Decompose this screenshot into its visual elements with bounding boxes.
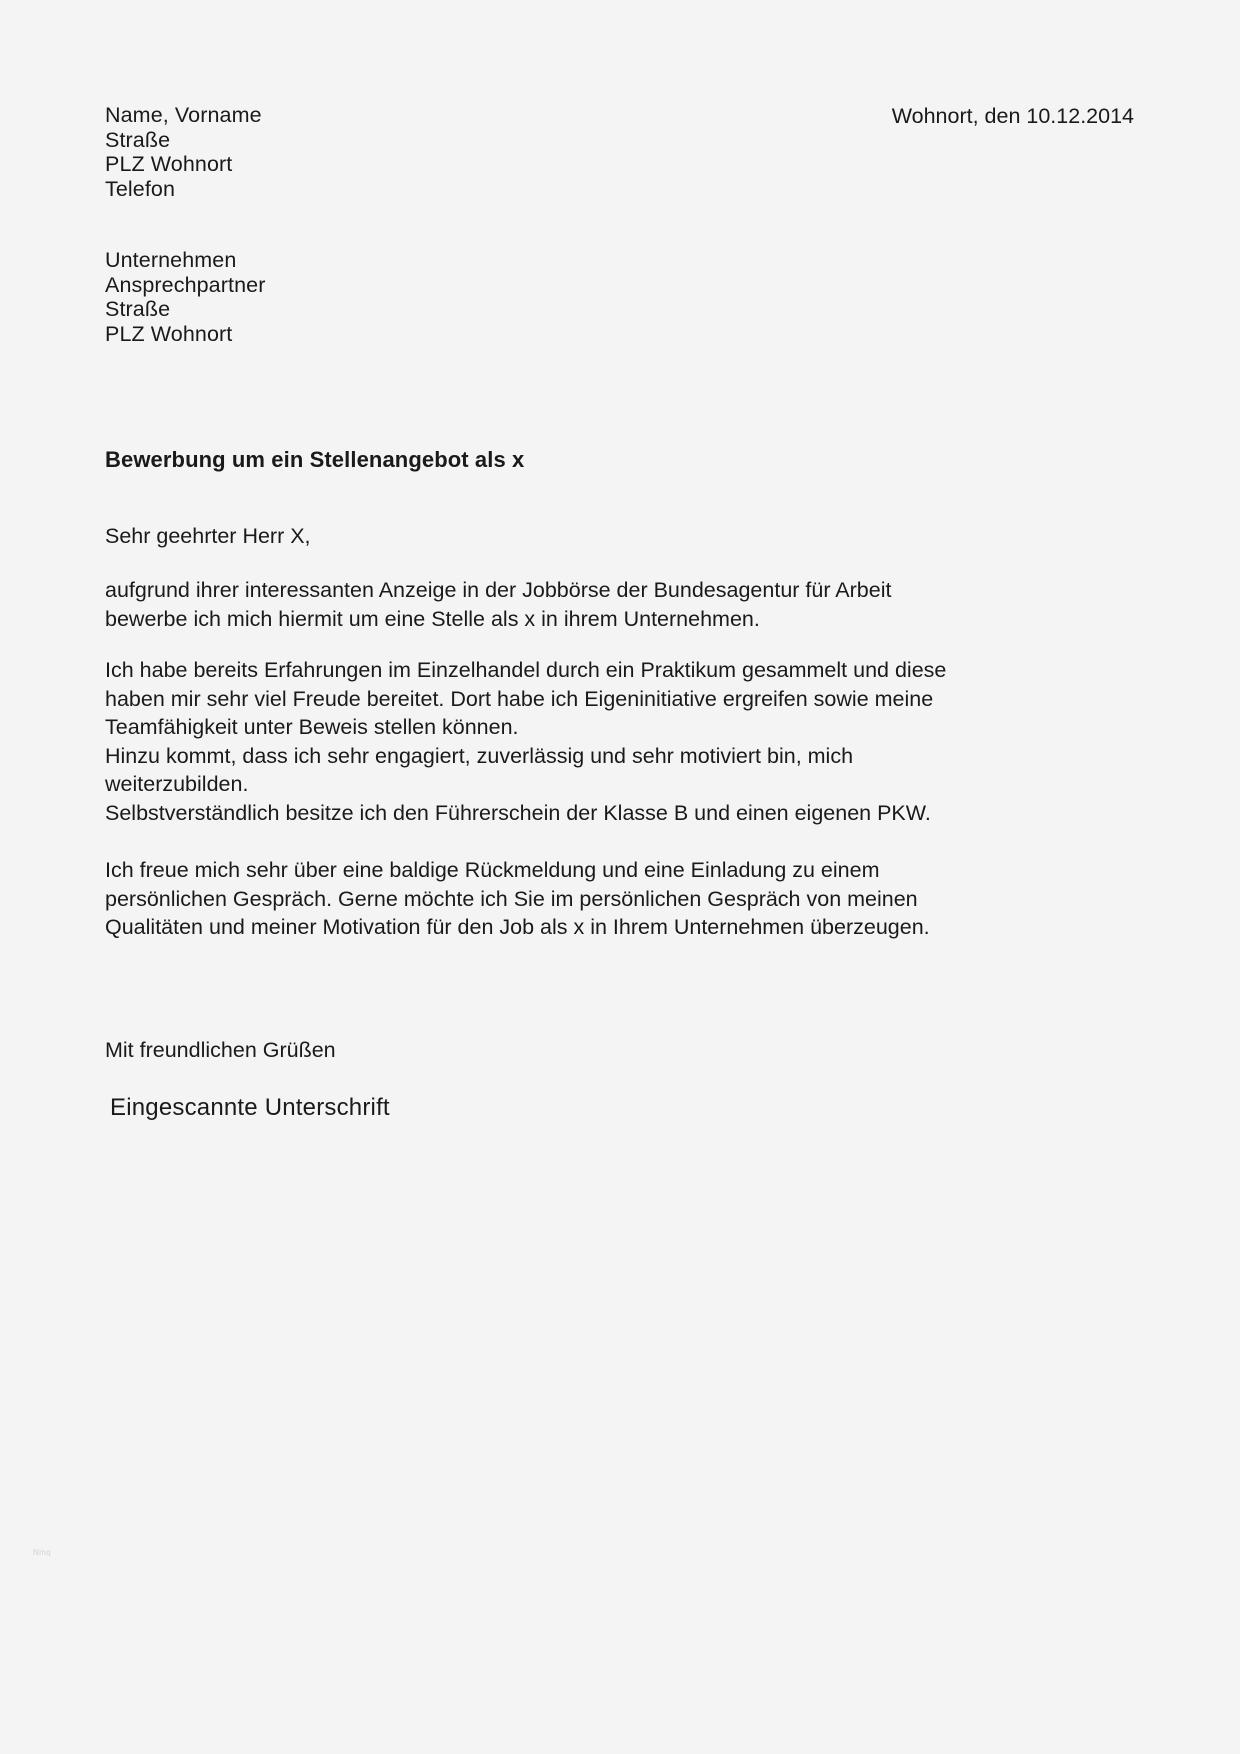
body-paragraph-1 (105, 576, 1005, 633)
subject-line: Bewerbung um ein Stellenangebot als x (105, 447, 525, 472)
paragraph-line: Teamfähigkeit unter Beweis stellen können. (105, 715, 519, 739)
scan-artifact: Nmq (33, 1548, 52, 1557)
paragraph-line: Ich habe bereits Erfahrungen im Einzelhandel durch ein Praktikum gesammelt und diese (105, 658, 947, 682)
closing-greeting: Mit freundlichen Grüßen (105, 1038, 336, 1062)
salutation: Sehr geehrter Herr X, (105, 524, 311, 548)
paragraph-line: Selbstverständlich besitze ich den Führerschein der Klasse B und einen eigenen PKW. (105, 800, 931, 825)
sender-street: Straße (105, 127, 171, 152)
sender-name: Name, Vorname (105, 103, 262, 127)
body-paragraph-3 (105, 856, 1005, 942)
sender-address-block (105, 103, 262, 201)
paragraph-line: persönlichen Gespräch. Gerne möchte ich Sie im persönlichen Gespräch von meinen (105, 886, 918, 911)
paragraph-line: Qualitäten und meiner Motivation für den Job als x in Ihrem Unternehmen überzeugen. (105, 915, 930, 939)
recipient-company: Unternehmen (105, 248, 237, 272)
date-line: Wohnort, den 10.12.2014 (891, 104, 1134, 128)
recipient-address-block (105, 248, 265, 346)
paragraph-line: Ich freue mich sehr über eine baldige Rückmeldung und eine Einladung zu einem (105, 858, 880, 882)
paragraph-line: weiterzubilden. (105, 772, 249, 796)
recipient-contact-person: Ansprechpartner (105, 272, 266, 297)
recipient-street: Straße (105, 297, 171, 321)
paragraph-line: bewerbe ich mich hiermit um eine Stelle als x in ihrem Unternehmen. (105, 606, 760, 631)
sender-city: PLZ Wohnort (105, 152, 233, 176)
paragraph-line: haben mir sehr viel Freude bereitet. Dort habe ich Eigeninitiative ergreifen sowie meine (105, 686, 934, 711)
paragraph-line: aufgrund ihrer interessanten Anzeige in der Jobbörse der Bundesagentur für Arbeit (105, 578, 892, 602)
sender-phone: Telefon (105, 176, 176, 201)
recipient-city: PLZ Wohnort (105, 321, 233, 346)
signature-placeholder: Eingescannte Unterschrift (110, 1094, 390, 1121)
paragraph-line: Hinzu kommt, dass ich sehr engagiert, zuverlässig und sehr motiviert bin, mich (105, 743, 854, 768)
letter-body (105, 576, 1005, 942)
letter-header (105, 103, 1140, 201)
body-paragraph-2 (105, 656, 1005, 827)
